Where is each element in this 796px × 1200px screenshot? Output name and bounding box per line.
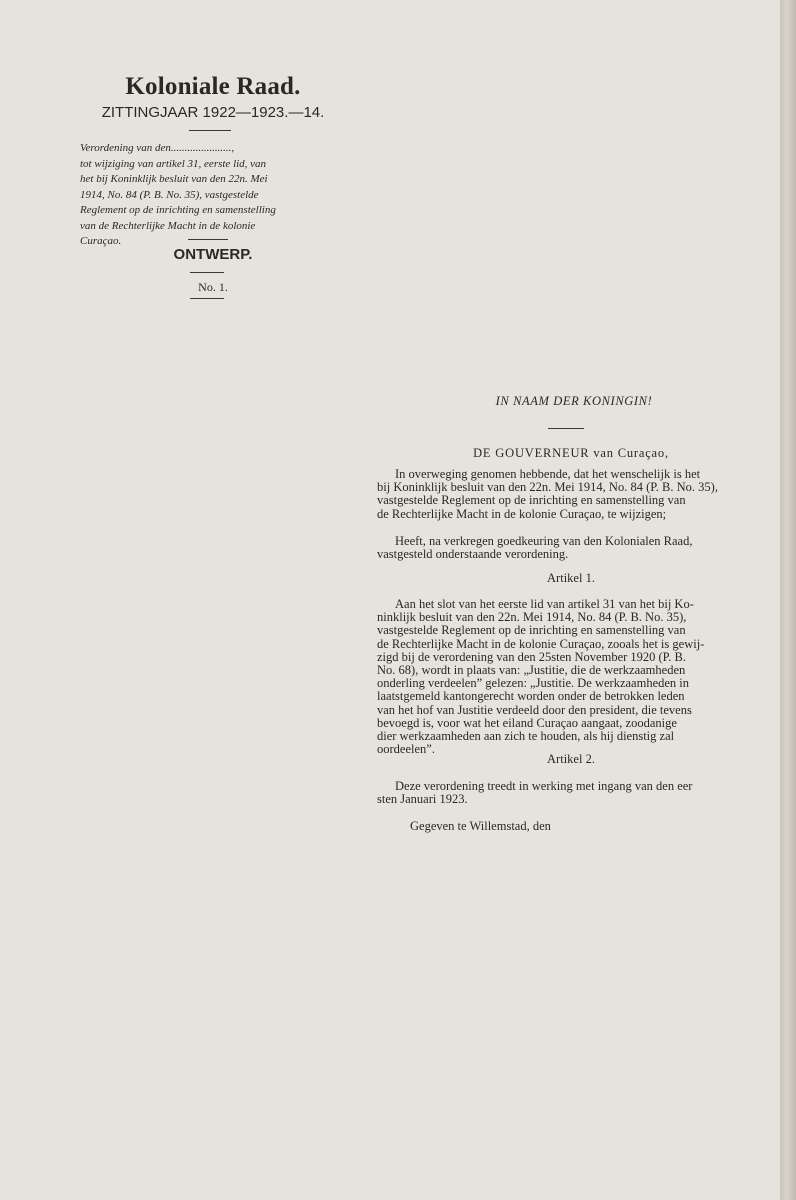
text-line: dier werkzaamheden aan zich te houden, als hij dienstig zal	[377, 729, 675, 744]
text-line: In overweging genomen hebbende, dat het wenschelijk is het	[395, 467, 701, 481]
text-line: vastgestelde Reglement op de inrichting en samenstelling van	[377, 623, 686, 638]
description-line: Curaçao.	[80, 235, 122, 247]
divider	[189, 130, 231, 131]
text-line: oordeelen”.	[377, 742, 435, 757]
closing-line: Gegeven te Willemstad, den	[410, 819, 551, 833]
governor-heading: DE GOUVERNEUR van Curaçao,	[473, 446, 669, 460]
page-edge	[780, 0, 796, 1200]
description-line: van de Rechterlijke Macht in de kolonie	[80, 219, 256, 232]
text-line: ninklijk besluit van den 22n. Mei 1914, No. 84 (P. B. No. 35),	[377, 610, 687, 625]
draft-number: No. 1.	[198, 280, 228, 294]
text-line: laatstgemeld kantongerecht worden onder de betrokken leden	[377, 689, 685, 704]
text-line: No. 68), wordt in plaats van: „Justitie, die de werkzaamheden	[377, 663, 686, 678]
text-line: zigd bij de verordening van den 25sten November 1920 (P. B.	[377, 649, 686, 664]
text-line: vastgesteld onderstaande verordening.	[377, 547, 569, 562]
description-line: 1914, No. 84 (P. B. No. 35), vastgestelde	[80, 188, 259, 201]
article-1-text	[377, 598, 765, 756]
text-line: bevoegd is, voor wat het eiland Curaçao aangaat, zoodanige	[377, 715, 677, 730]
decree-paragraph	[377, 535, 765, 561]
text-line: van het hof van Justitie verdeeld door den president, die tevens	[377, 702, 692, 717]
description-line: het bij Koninklijk besluit van den 22n. Mei	[80, 173, 268, 185]
divider	[190, 298, 224, 299]
royal-invocation: IN NAAM DER KONINGIN!	[495, 394, 653, 408]
text-line: bij Koninklijk besluit van den 22n. Mei 1914, No. 84 (P. B. No. 35),	[377, 480, 718, 495]
text-line: Aan het slot van het eerste lid van artikel 31 van het bij Ko-	[395, 597, 694, 611]
text-line: Heeft, na verkregen goedkeuring van den Kolonialen Raad,	[395, 534, 693, 548]
text-line: onderling verdeelen” gelezen: „Justitie. De werkzaamheden in	[377, 676, 690, 691]
divider	[188, 239, 228, 240]
text-line: sten Januari 1923.	[377, 792, 468, 807]
article-2-heading: Artikel 2.	[547, 752, 595, 766]
divider	[190, 272, 224, 273]
ordinance-description	[80, 141, 336, 250]
divider	[548, 428, 584, 429]
draft-label: ONTWERP.	[173, 246, 253, 263]
text-line: vastgestelde Reglement op de inrichting en samenstelling van	[377, 493, 686, 508]
description-line: Reglement op de inrichting en samenstelling	[80, 204, 276, 216]
description-line: Verordening van den......................,	[80, 142, 235, 154]
session-year: ZITTINGJAAR 1922—1923.—14.	[101, 104, 325, 121]
text-line: de Rechterlijke Macht in de kolonie Curaçao, te wijzigen;	[377, 506, 667, 521]
article-2-text	[377, 780, 765, 806]
article-1-heading: Artikel 1.	[547, 571, 595, 585]
considering-paragraph	[377, 468, 765, 521]
council-title: Koloniale Raad.	[125, 73, 301, 100]
text-line: Deze verordening treedt in werking met ingang van den eer	[395, 779, 693, 793]
text-line: de Rechterlijke Macht in de kolonie Curaçao, zooals het is gewij-	[377, 636, 705, 651]
description-line: tot wijziging van artikel 31, eerste lid, van	[80, 157, 267, 170]
